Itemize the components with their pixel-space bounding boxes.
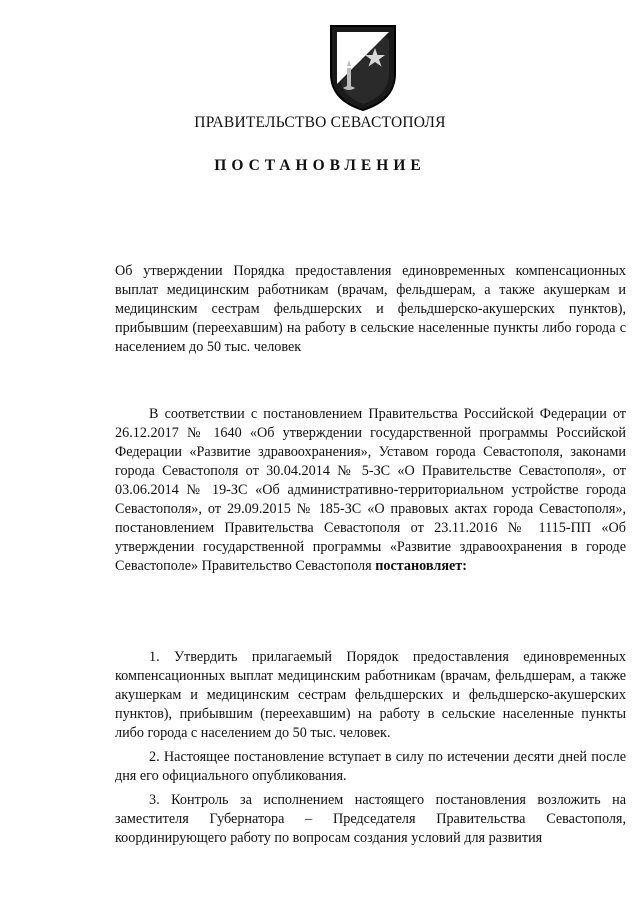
coat-of-arms-icon <box>327 22 399 112</box>
preamble-text: В соответствии с постановлением Правительства Российской Федерации от 26.12.2017 № 1640 «Об утверждении государственной программы Российской Федерации «Развитие здравоохранения», Уставом города Севастополя, законами города Севастополя от 30.04.2014 № 5-ЗС «О Правительстве Севастополя», от 03.06.2014 № 19-ЗС «Об административно-территориальном устройстве города Севастополя», от 29.09.2015 № 185-ЗС «О правовых актах города Севастополя», постановлением Правительства Севастополя от 23.11.2016 № 1115-ПП «Об утверждении государственной программы «Развитие здравоохранения в городе Севастополе» Правительство Севастополя <box>115 406 626 574</box>
document-subject: Об утверждении Порядка предоставления единовременных компенсационных выплат медицинским работникам (врачам, фельдшерам, а также акушеркам и медицинским сестрам фельдшерских и фельдшерско-акушерских пунктов), прибывшим (переехавшим) на работу в сельские населенные пункты либо города с населением до 50 тыс. человек <box>115 263 626 355</box>
decree-item: 1. Утвердить прилагаемый Порядок предоставления единовременных компенсационных выплат медицинским работникам (врачам, фельдшерам, а также акушеркам и медицинским сестрам фельдшерских и фельдшерско-акушерских пунктов), прибывшим (переехавшим) на работу в сельские населенные пункты либо города с населением до 50 тыс. человек. <box>115 649 626 741</box>
decree-item: 3. Контроль за исполнением настоящего постановления возложить на заместителя Губернатора – Председателя Правительства Севастополя, координирующего работу по вопросам создания условий для развития <box>115 792 626 846</box>
document-type-title: ПОСТАНОВЛЕНИЕ <box>214 157 426 174</box>
decree-word: постановляет: <box>375 558 468 574</box>
decree-item: 2. Настоящее постановление вступает в силу по истечении десяти дней после дня его официального опубликования. <box>115 749 626 784</box>
organization-title: ПРАВИТЕЛЬСТВО СЕВАСТОПОЛЯ <box>194 114 446 131</box>
preamble-paragraph <box>115 405 626 576</box>
decree-items <box>115 648 626 853</box>
